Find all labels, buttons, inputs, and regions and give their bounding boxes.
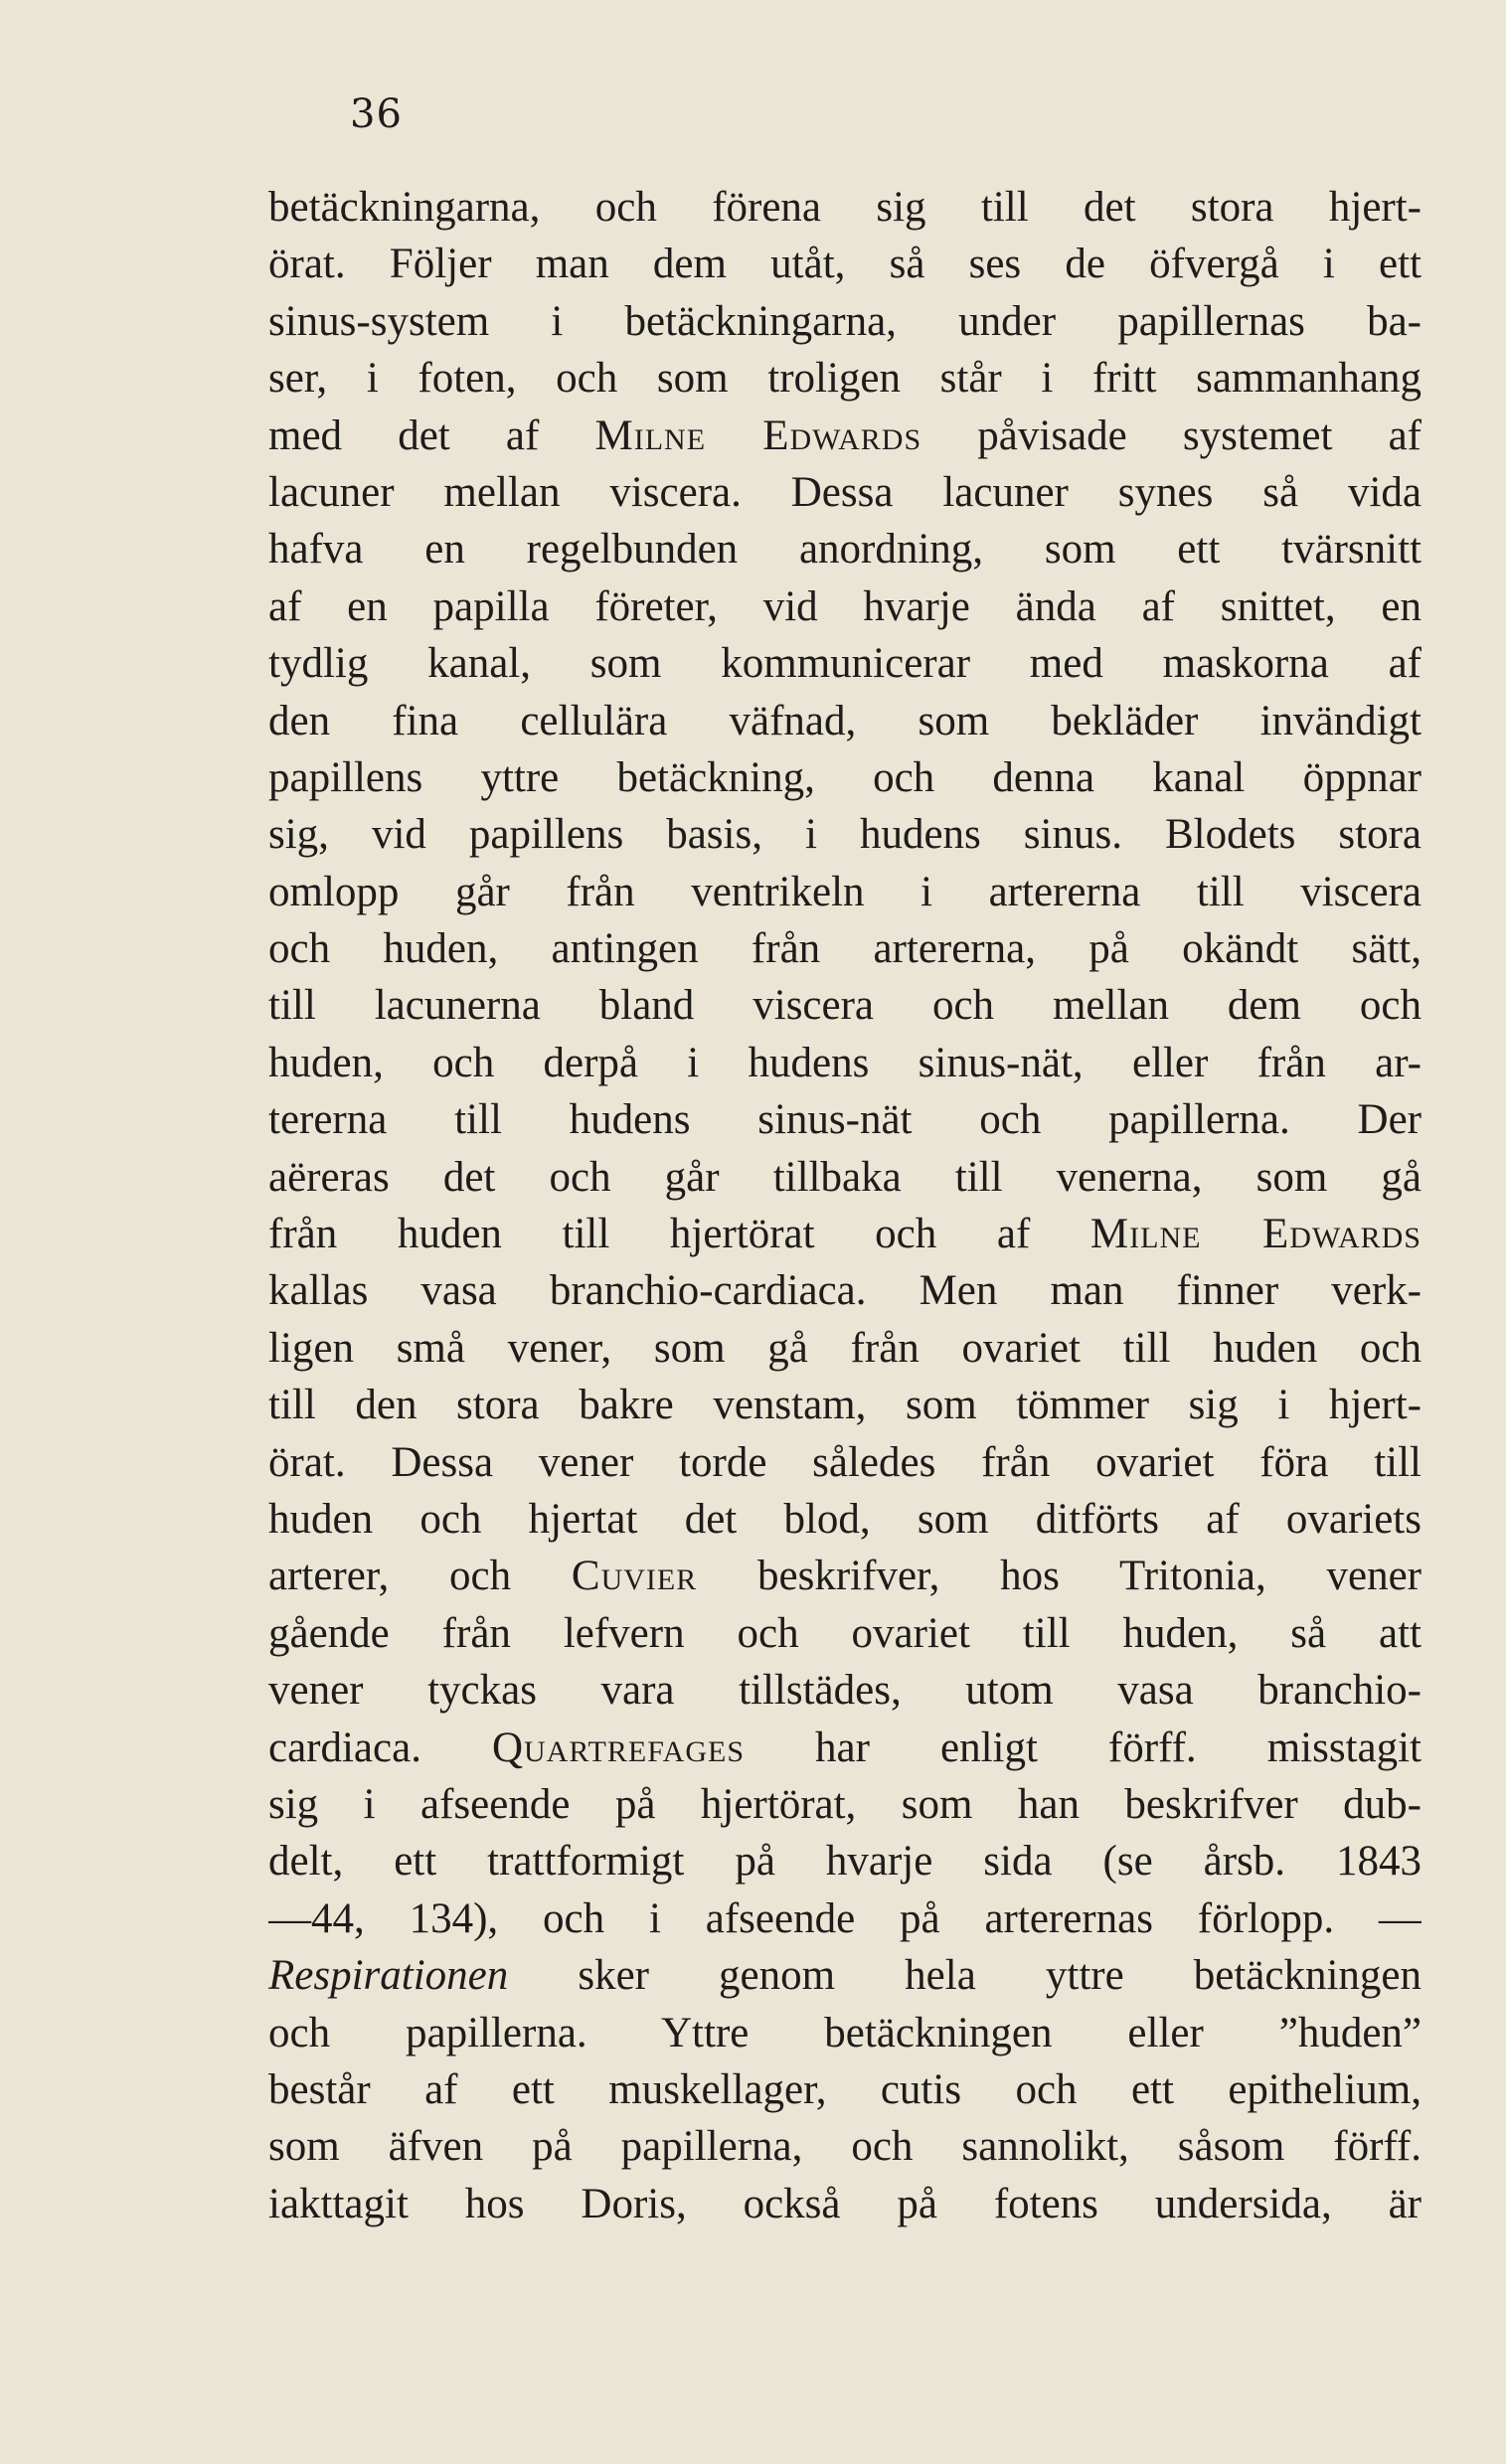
text-line: som äfven på papillerna, och sannolikt, såsom förff. [268, 2123, 1422, 2171]
text-line: till lacunerna bland viscera och mellan dem och [268, 982, 1422, 1030]
text-line: delt, ett trattformigt på hvarje sida (se årsb. 1843 [268, 1838, 1422, 1886]
text-line: och papillerna. Yttre betäckningen eller ”huden” [268, 2009, 1422, 2056]
text-line: örat. Dessa vener torde således från ovariet föra till [268, 1438, 1422, 1486]
text-line: tydlig kanal, som kommunicerar med maskorna af [268, 640, 1422, 688]
text-line: betäckningarna, och förena sig till det stora hjert- [268, 184, 1422, 231]
text-line: af en papilla företer, vid hvarje ända af snittet, en [268, 582, 1422, 630]
text-line: vener tyckas vara tillstädes, utom vasa branchio- [268, 1667, 1422, 1715]
text-line: —44, 134), och i afseende på arterernas förlopp. — [268, 1894, 1422, 1942]
body-text [268, 179, 1422, 2232]
text-line: örat. Följer man dem utåt, så ses de öfvergå i ett [268, 241, 1422, 288]
text-line: med det af Milne Edwards påvisade systemet af [268, 411, 1422, 459]
text-line: från huden till hjertörat och af Milne Edwards [268, 1211, 1422, 1258]
author-name: Milne Edwards [1089, 1211, 1422, 1258]
text-line: gående från lefvern och ovariet till huden, så att [268, 1609, 1422, 1657]
text-line: till den stora bakre venstam, som tömmer sig i hjert- [268, 1382, 1422, 1429]
text-line: sig i afseende på hjertörat, som han beskrifver dub- [268, 1780, 1422, 1828]
text-line: och huden, antingen från artererna, på okändt sätt, [268, 925, 1422, 973]
italic-term: Respirationen [268, 1952, 509, 2000]
text-line: hafva en regelbunden anordning, som ett tvärsnitt [268, 526, 1422, 574]
text-line: cardiaca. Quartrefages har enligt förff. misstagit [268, 1724, 1422, 1771]
page-number: 36 [350, 91, 403, 137]
text-line: omlopp går från ventrikeln i artererna till viscera [268, 868, 1422, 915]
text-line: iakttagit hos Doris, också på fotens undersida, är [268, 2180, 1422, 2227]
author-name: Cuvier [571, 1553, 698, 1600]
text-line: huden och hjertat det blod, som ditförts af ovariets [268, 1495, 1422, 1543]
text-line: kallas vasa branchio-cardiaca. Men man finner verk- [268, 1267, 1422, 1315]
text-line: sinus-system i betäckningarna, under papillernas ba- [268, 297, 1422, 345]
author-name: Quartrefages [491, 1724, 746, 1771]
text-line: huden, och derpå i hudens sinus-nät, eller från ar- [268, 1039, 1422, 1086]
text-line: lacuner mellan viscera. Dessa lacuner synes så vida [268, 468, 1422, 516]
text-line: aëreras det och går tillbaka till venerna, som gå [268, 1153, 1422, 1201]
text-line: den fina cellulära väfnad, som bekläder invändigt [268, 697, 1422, 744]
author-name: Milne Edwards [594, 411, 922, 459]
text-line: består af ett muskellager, cutis och ett epithelium, [268, 2065, 1422, 2113]
text-line: arterer, och Cuvier beskrifver, hos Tritonia, vener [268, 1553, 1422, 1600]
text-line: papillens yttre betäckning, och denna kanal öppnar [268, 753, 1422, 801]
text-line: tererna till hudens sinus-nät och papillerna. Der [268, 1096, 1422, 1144]
text-line: Respirationen sker genom hela yttre betäckningen [268, 1952, 1422, 2000]
text-line: ser, i foten, och som troligen står i fritt sammanhang [268, 355, 1422, 403]
text-line: sig, vid papillens basis, i hudens sinus. Blodets stora [268, 811, 1422, 859]
text-line: ligen små vener, som gå från ovariet till huden och [268, 1324, 1422, 1372]
